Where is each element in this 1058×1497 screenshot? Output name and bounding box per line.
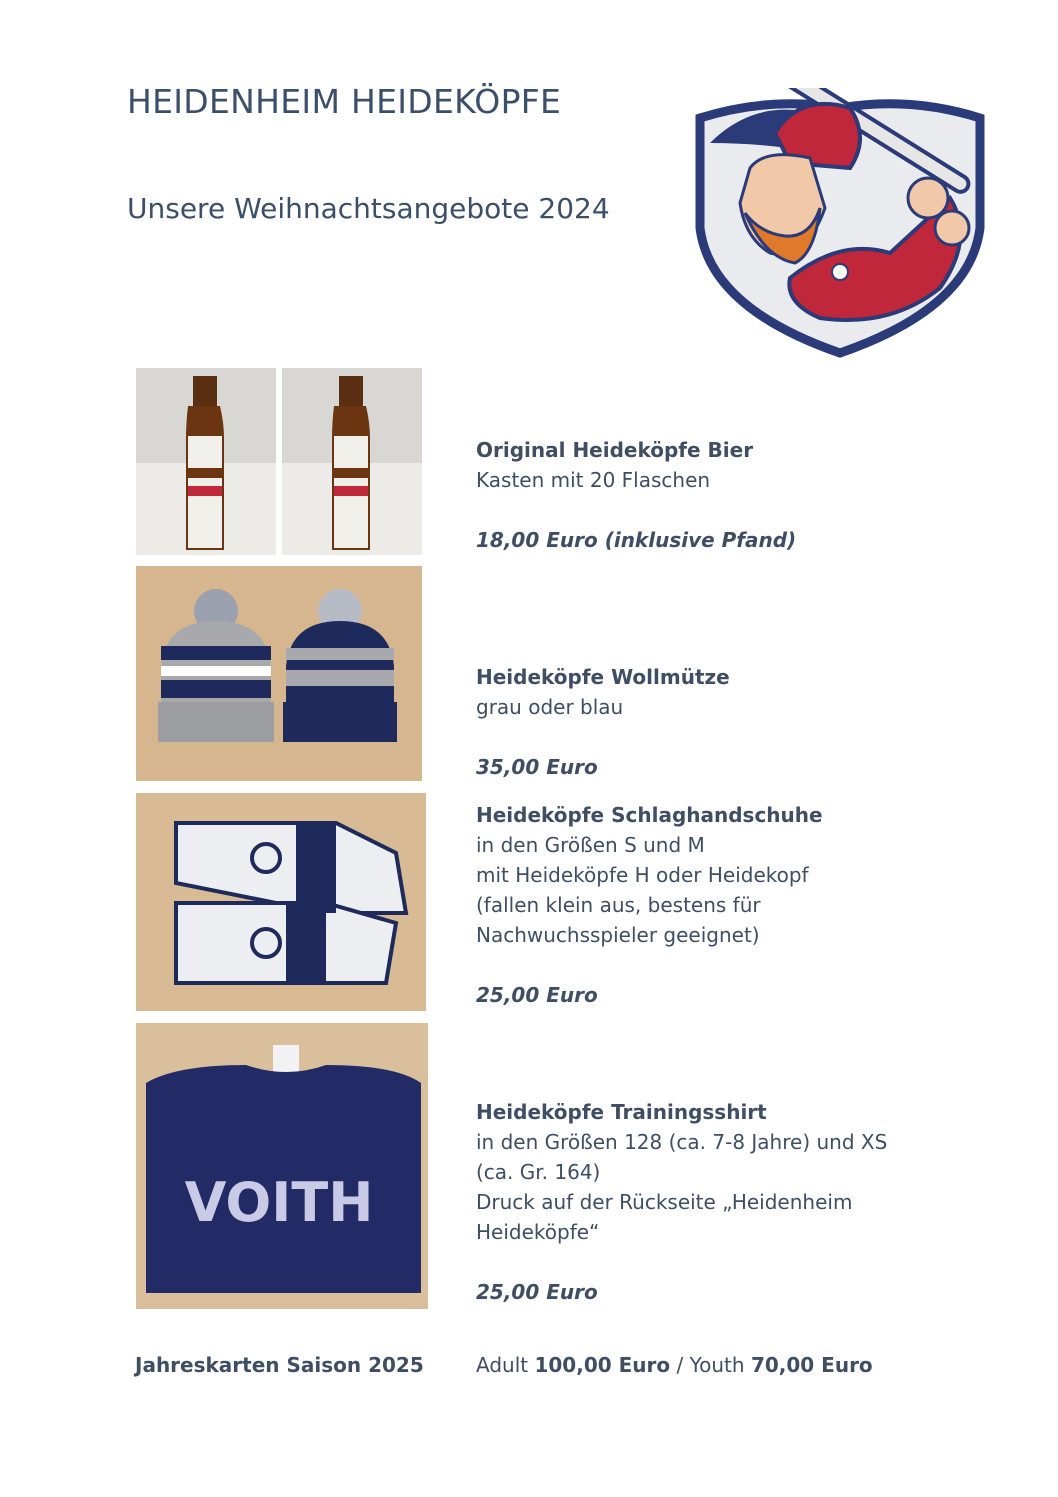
shirt-print-text: VOITH — [184, 1171, 374, 1234]
product-detail: Heideköpfe“ — [476, 1220, 600, 1244]
product-beanie — [476, 662, 730, 782]
product-gloves — [476, 800, 823, 1010]
product-detail: mit Heideköpfe H oder Heidekopf — [476, 863, 809, 887]
adult-price: 100,00 Euro — [534, 1353, 671, 1377]
product-beer — [476, 435, 796, 555]
product-name: Heideköpfe Schlaghandschuhe — [476, 803, 823, 827]
beer-bottle-photo — [136, 368, 276, 555]
product-detail: Nachwuchsspieler geeignet) — [476, 923, 760, 947]
youth-label: / Youth — [670, 1353, 751, 1377]
youth-price: 70,00 Euro — [750, 1353, 873, 1377]
product-price: 18,00 Euro (inklusive Pfand) — [476, 528, 797, 552]
product-name: Original Heideköpfe Bier — [476, 438, 754, 462]
product-name: Heideköpfe Trainingsshirt — [476, 1100, 767, 1124]
batting-gloves-photo — [136, 793, 426, 1011]
beer-bottle-photo — [282, 368, 422, 555]
season-ticket-label: Jahreskarten Saison 2025 — [135, 1353, 424, 1377]
product-detail: in den Größen S und M — [476, 833, 705, 857]
product-name: Heideköpfe Wollmütze — [476, 665, 730, 689]
product-detail: in den Größen 128 (ca. 7-8 Jahre) und XS — [476, 1130, 888, 1154]
product-detail: (ca. Gr. 164) — [476, 1160, 601, 1184]
season-ticket-prices — [476, 1353, 873, 1377]
training-shirt-photo — [136, 1023, 428, 1309]
product-price: 25,00 Euro — [476, 1280, 598, 1304]
product-shirt — [476, 1097, 887, 1307]
product-detail: (fallen klein aus, bestens für — [476, 893, 761, 917]
product-detail: Kasten mit 20 Flaschen — [476, 468, 711, 492]
product-detail: Druck auf der Rückseite „Heidenheim — [476, 1190, 853, 1214]
page-subtitle: Unsere Weihnachtsangebote 2024 — [127, 192, 610, 225]
product-price: 25,00 Euro — [476, 983, 598, 1007]
page-title: HEIDENHEIM HEIDEKÖPFE — [127, 82, 562, 121]
product-price: 35,00 Euro — [476, 755, 598, 779]
product-detail: grau oder blau — [476, 695, 624, 719]
beanie-photo — [136, 566, 422, 781]
adult-label: Adult — [476, 1353, 535, 1377]
batter-mascot-logo-icon — [690, 88, 990, 358]
